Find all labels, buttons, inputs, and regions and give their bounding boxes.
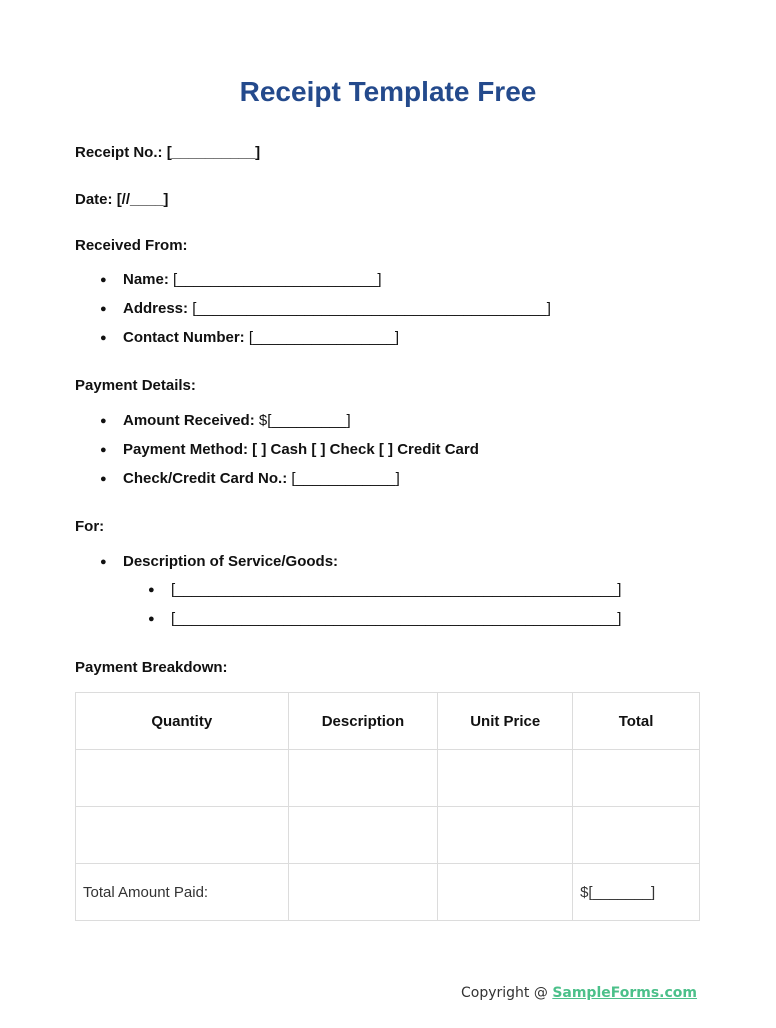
receipt-no-field xyxy=(75,144,260,162)
column-header: Quantity xyxy=(76,693,289,750)
name-label: Name: xyxy=(123,271,169,288)
table-cell[interactable] xyxy=(76,807,289,864)
contact-label: Contact Number: xyxy=(123,329,245,346)
bullet-icon: ● xyxy=(148,584,155,596)
address-label: Address: xyxy=(123,300,189,317)
column-header: Description xyxy=(288,693,438,750)
total-label: Total Amount Paid: xyxy=(76,864,289,921)
table-cell[interactable] xyxy=(438,750,573,807)
description-label: Description of Service/Goods: xyxy=(123,553,339,570)
total-amount[interactable]: $[_______] xyxy=(573,864,700,921)
date-field xyxy=(75,191,168,209)
received-from-heading: Received From: xyxy=(75,237,188,254)
bullet-icon: ● xyxy=(100,303,107,315)
contact-value[interactable]: [_________________] xyxy=(248,329,399,346)
address-value[interactable]: [__________________________________________] xyxy=(192,300,551,317)
bullet-icon: ● xyxy=(100,274,107,286)
card-no-field xyxy=(123,470,400,488)
table-row xyxy=(76,750,700,807)
name-value[interactable]: [________________________] xyxy=(173,271,382,288)
table-row xyxy=(76,807,700,864)
bullet-icon: ● xyxy=(100,556,107,568)
copyright-text: Copyright @ xyxy=(461,985,553,1001)
table-cell[interactable] xyxy=(438,864,573,921)
table-cell[interactable] xyxy=(288,864,438,921)
total-row xyxy=(76,864,700,921)
bullet-icon: ● xyxy=(148,613,155,625)
payment-details-heading: Payment Details: xyxy=(75,377,196,394)
date-value[interactable]: [//____] xyxy=(116,191,169,208)
table-cell[interactable] xyxy=(438,807,573,864)
receipt-no-label: Receipt No.: xyxy=(75,144,163,161)
address-field xyxy=(123,300,551,318)
card-no-label: Check/Credit Card No.: xyxy=(123,470,288,487)
payment-breakdown-table xyxy=(75,692,700,921)
name-field xyxy=(123,271,382,289)
for-heading: For: xyxy=(75,518,105,535)
bullet-icon: ● xyxy=(100,415,107,427)
date-label: Date: xyxy=(75,191,113,208)
payment-method-field[interactable]: Payment Method: [ ] Cash [ ] Check [ ] Credit Card xyxy=(123,441,479,458)
description-line-2[interactable]: [_____________________________________________________] xyxy=(171,610,622,627)
table-header-row xyxy=(76,693,700,750)
table-cell[interactable] xyxy=(573,750,700,807)
sampleforms-link[interactable]: SampleForms.com xyxy=(552,985,698,1001)
card-no-value[interactable]: [____________] xyxy=(291,470,400,487)
contact-field xyxy=(123,329,399,347)
description-line-1[interactable]: [_____________________________________________________] xyxy=(171,581,622,598)
footer xyxy=(461,985,697,1001)
page-title: Receipt Template Free xyxy=(239,76,537,107)
payment-breakdown-heading: Payment Breakdown: xyxy=(75,659,228,676)
table-cell[interactable] xyxy=(288,807,438,864)
amount-value[interactable]: $[_________] xyxy=(258,412,351,429)
bullet-icon: ● xyxy=(100,444,107,456)
column-header: Unit Price xyxy=(438,693,573,750)
column-header: Total xyxy=(573,693,700,750)
bullet-icon: ● xyxy=(100,473,107,485)
amount-label: Amount Received: xyxy=(123,412,255,429)
table-cell[interactable] xyxy=(76,750,289,807)
table-cell[interactable] xyxy=(573,807,700,864)
table-cell[interactable] xyxy=(288,750,438,807)
bullet-icon: ● xyxy=(100,332,107,344)
receipt-no-value[interactable]: [__________] xyxy=(166,144,261,161)
amount-field xyxy=(123,412,351,430)
